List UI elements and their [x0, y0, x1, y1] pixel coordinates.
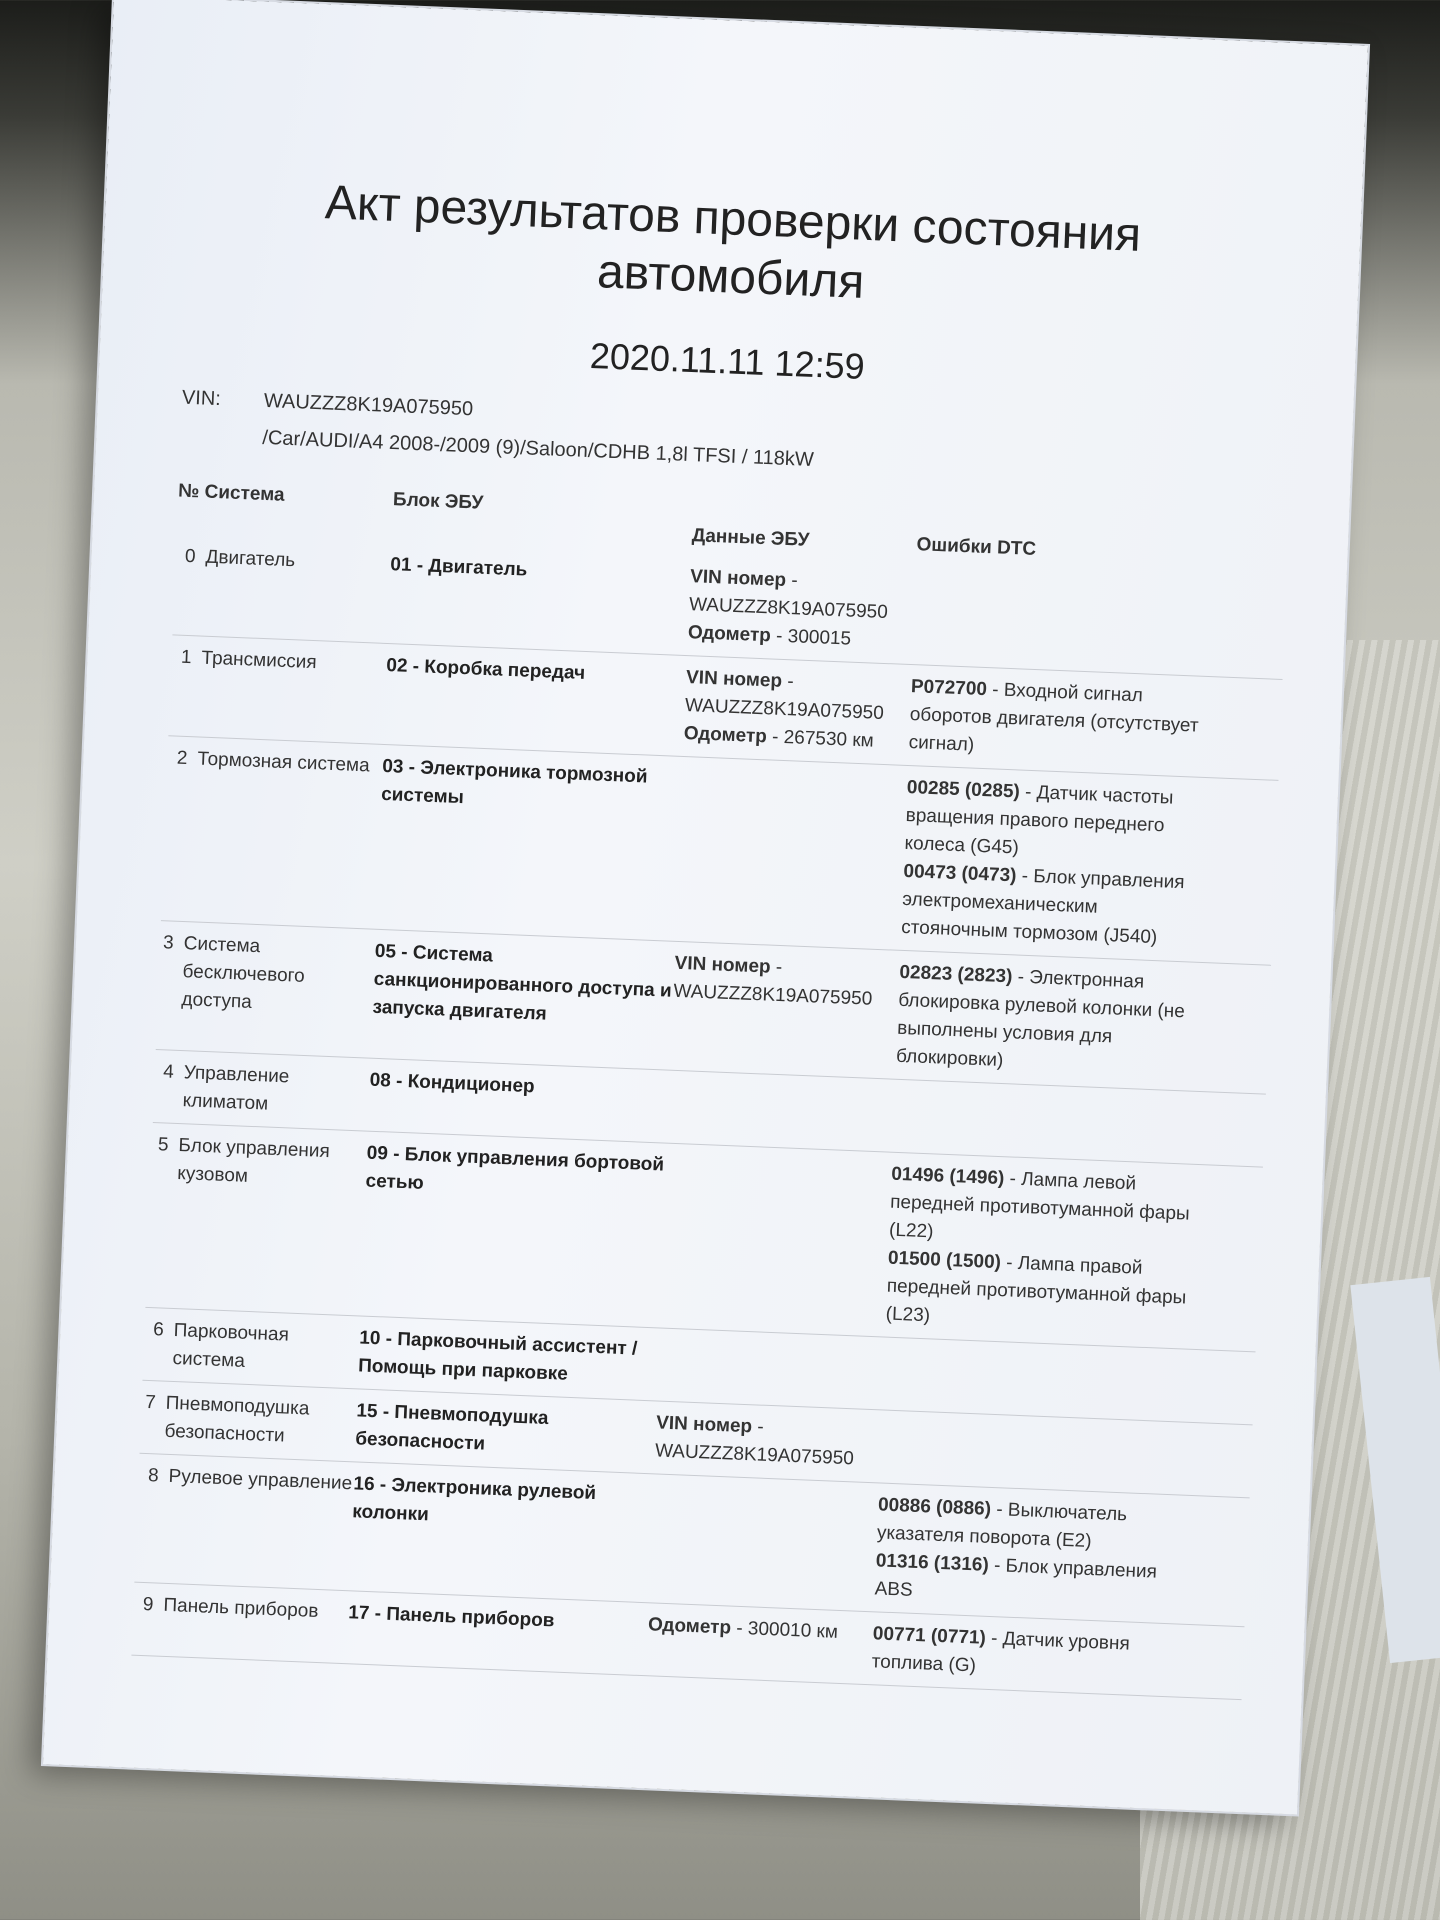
ecu-data-key: Одометр: [687, 622, 772, 647]
row-number: 2: [176, 747, 188, 770]
system-name: Рулевое управление: [168, 1465, 353, 1495]
row-number: 7: [144, 1391, 157, 1414]
ecu-data-cell: [660, 1152, 892, 1329]
ecu-cell: 03 - Электроника тормозной системы: [380, 755, 648, 809]
system-cell: [146, 1131, 368, 1307]
dtc-cell: [901, 774, 1208, 954]
row-number: 9: [142, 1593, 154, 1616]
system-name: Управление климатом: [182, 1062, 290, 1115]
dtc-text: - Входной сигнал оборотов двигателя (отсутствует сигнал): [908, 679, 1199, 756]
dtc-text: - Блок управления электромеханическим стояночным тормозом (J540): [900, 865, 1185, 949]
ecu-data-cell: [649, 1482, 878, 1603]
row-number: 8: [147, 1465, 160, 1487]
ecu-cell: 09 - Блок управления бортовой сетью: [365, 1142, 665, 1194]
header-ecu: Блок ЭБУ: [392, 489, 484, 514]
vehicle-info: [180, 387, 1352, 494]
system-cell: [140, 1389, 357, 1454]
vin-value: WAUZZZ8K19A075950: [263, 389, 474, 421]
ecu-data-value: - WAUZZZ8K19A075950: [684, 670, 885, 724]
ecu-data-value: - 300015: [770, 625, 852, 650]
ecu-data-item: [647, 1611, 873, 1648]
dtc-item: [896, 959, 1200, 1083]
ecu-data-key: Одометр: [683, 723, 768, 748]
system-cell: [173, 542, 391, 635]
dtc-code: 00771 (0771): [872, 1623, 987, 1649]
dtc-item: [874, 1547, 1176, 1615]
dtc-text: - Электронная блокировка рулевой колонки (не выполнены условия для блокировки): [895, 966, 1186, 1072]
dtc-cell: [896, 959, 1200, 1083]
dtc-item: [904, 774, 1207, 870]
ecu-data-key: VIN номер: [674, 952, 771, 978]
dtc-item: [908, 673, 1211, 769]
system-name: Панель приборов: [163, 1594, 319, 1623]
ecu-data-cell: [683, 664, 911, 757]
dtc-text: - Лампа левой передней противотуманной фары (L22): [888, 1168, 1191, 1243]
car-path: /Car/AUDI/A4 2008-/2009 (9)/Saloon/CDHB 1,8l TFSI / 118kW: [261, 426, 815, 471]
dtc-item: [885, 1245, 1188, 1341]
dtc-cell: [912, 572, 1215, 668]
system-cell: [153, 1058, 370, 1123]
dtc-item: [871, 1620, 1173, 1688]
dtc-text: - Выключатель указателя поворота (E2): [876, 1498, 1128, 1552]
table-body: [131, 534, 1286, 1700]
title-line-1: Акт результатов проверки состояния: [324, 176, 1143, 262]
ecu-data-key: VIN номер: [689, 566, 787, 591]
row-number: 6: [152, 1319, 165, 1341]
system-name: Пневмоподушка безопасности: [164, 1392, 310, 1447]
row-number: 4: [162, 1061, 175, 1083]
ecu-data-cell: [654, 1409, 881, 1474]
ecu-data-cell: [687, 563, 915, 656]
header-system: № Система: [177, 480, 285, 506]
ecu-data-key: VIN номер: [655, 1412, 753, 1438]
dtc-code: 01496 (1496): [890, 1163, 1005, 1190]
dtc-item: [901, 858, 1204, 954]
ecu-cell: 17 - Панель приборов: [347, 1602, 555, 1632]
dtc-cell: [882, 1346, 1184, 1414]
dtc-cell: [879, 1418, 1181, 1486]
row-number: 1: [180, 646, 192, 669]
dtc-cell: [874, 1491, 1178, 1615]
system-name: Двигатель: [205, 546, 296, 572]
system-cell: [169, 643, 387, 736]
row-number: 3: [162, 932, 175, 954]
system-cell: [132, 1591, 349, 1656]
ecu-data-cell: [671, 950, 900, 1071]
ecu-data-value: - WAUZZZ8K19A075950: [688, 569, 889, 624]
ecu-data-value: - 300010 км: [730, 1617, 839, 1643]
inspection-report-sheet: [43, 0, 1368, 1814]
ecu-cell: 16 - Электроника рулевой колонки: [351, 1473, 597, 1526]
dtc-code: 01500 (1500): [887, 1247, 1002, 1274]
ecu-data-item: [654, 1409, 881, 1474]
dtc-code: 00886 (0886): [877, 1494, 992, 1520]
system-cell: [143, 1316, 360, 1381]
dtc-code: 02823 (2823): [899, 961, 1013, 988]
dtc-text: - Лампа правой передней противотуманной фары (L23): [885, 1252, 1187, 1327]
results-table: [131, 481, 1288, 1701]
dtc-text: - Датчик частоты вращения правого переднего колеса (G45): [904, 781, 1174, 859]
dtc-code: 00473 (0473): [903, 860, 1017, 887]
dtc-cell: [908, 673, 1211, 769]
ecu-data-key: Одометр: [647, 1614, 732, 1639]
dtc-code: 01316 (1316): [875, 1550, 990, 1576]
ecu-data-value: - WAUZZZ8K19A075950: [654, 1416, 855, 1470]
ecu-cell: 10 - Парковочный ассистент / Помощь при парковке: [357, 1327, 638, 1385]
vin-label: VIN:: [181, 386, 222, 411]
ecu-cell: 05 - Система санкционированного доступа и запуска двигателя: [372, 940, 673, 1025]
system-name: Система бесключевого доступа: [181, 933, 306, 1013]
system-cell: [156, 929, 375, 1050]
dtc-code: P072700: [910, 676, 988, 701]
ecu-data-cell: [646, 1611, 873, 1676]
dtc-cell: [885, 1161, 1192, 1341]
ecu-cell: 01 - Двигатель: [389, 554, 528, 581]
dtc-text: - Датчик уровня топлива (G): [871, 1627, 1131, 1677]
report-datetime: 2020.11.11 12:59: [589, 334, 866, 387]
system-name: Парковочная система: [172, 1320, 290, 1372]
ecu-data-cell: [676, 765, 908, 942]
system-cell: [161, 744, 383, 920]
dtc-cell: [893, 1088, 1195, 1156]
ecu-data-value: - WAUZZZ8K19A075950: [673, 956, 873, 1010]
header-ecu-data: Данные ЭБУ: [691, 525, 810, 551]
dtc-item: [889, 1161, 1192, 1257]
dtc-text: - Блок управления ABS: [874, 1554, 1158, 1601]
ecu-data-value: - 267530 км: [766, 726, 875, 752]
ecu-data-item: [684, 664, 911, 729]
ecu-cell: 15 - Пневмоподушка безопасности: [354, 1400, 549, 1455]
report-title: [103, 165, 1362, 331]
dtc-code: 00285 (0285): [906, 776, 1021, 803]
dtc-cell: [871, 1620, 1173, 1688]
ecu-data-cell: [668, 1079, 895, 1144]
ecu-data-key: VIN номер: [685, 667, 783, 692]
header-dtc: Ошибки DTC: [916, 534, 1037, 560]
ecu-data-item: [673, 950, 900, 1015]
system-cell: [135, 1462, 354, 1583]
title-line-2: автомобиля: [596, 245, 866, 309]
ecu-data-item: [688, 563, 915, 628]
ecu-cell: 08 - Кондиционер: [369, 1069, 536, 1098]
system-name: Тормозная система: [197, 748, 371, 777]
row-number: 0: [184, 545, 196, 568]
row-number: 5: [157, 1134, 169, 1156]
system-name: Трансмиссия: [201, 647, 318, 674]
system-name: Блок управления кузовом: [176, 1135, 331, 1187]
ecu-data-cell: [657, 1337, 884, 1402]
ecu-cell: 02 - Коробка передач: [385, 655, 586, 684]
